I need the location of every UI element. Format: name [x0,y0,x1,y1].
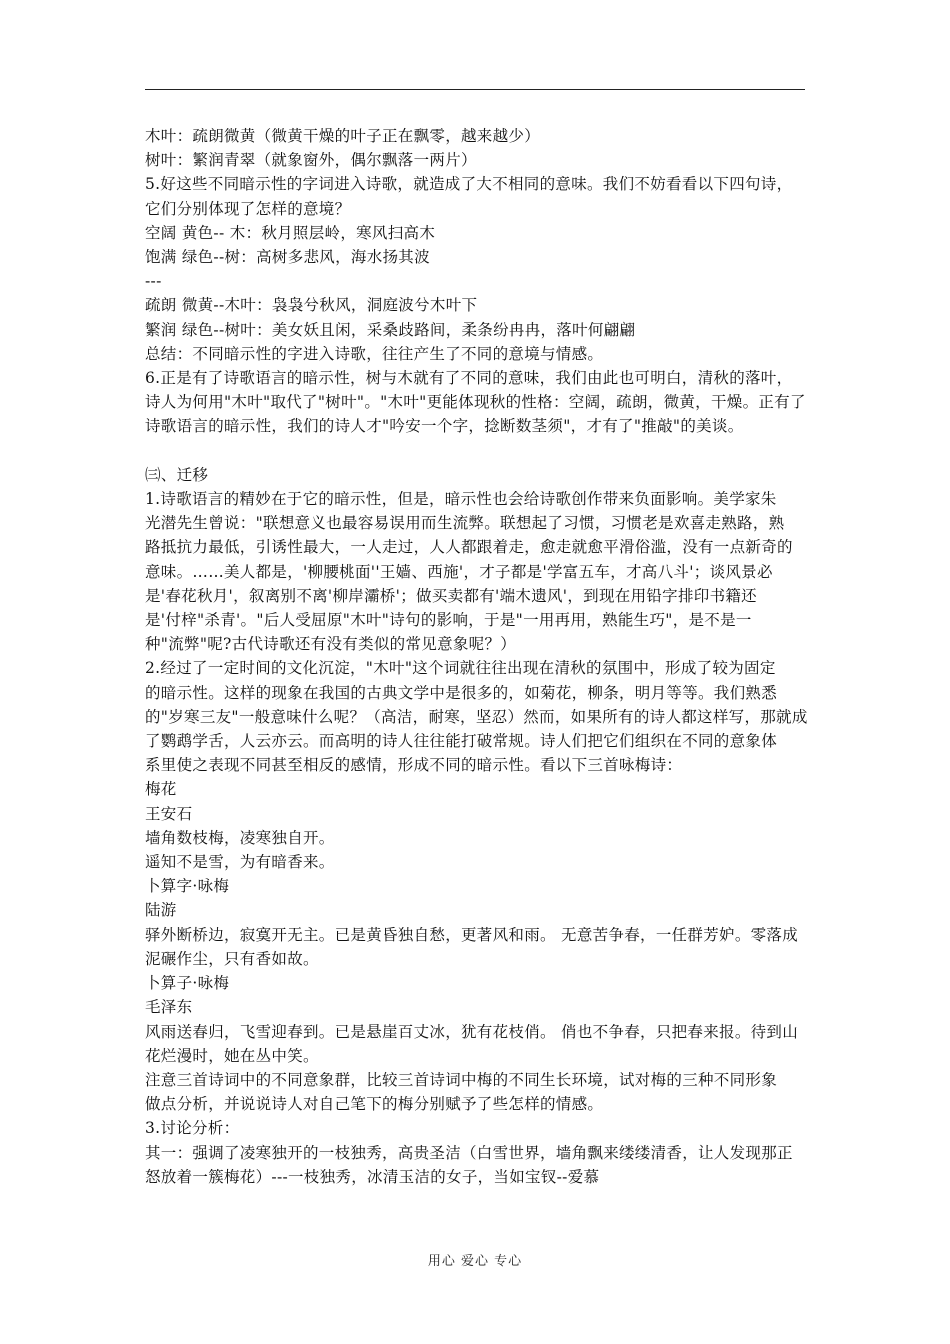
page-footer: 用心 爱心 专心 [427,1254,523,1269]
text-line: 饱满 绿色--树：高树多悲风，海水扬其波 [145,248,430,267]
text-line: 路抵抗力最低，引诱性最大，一人走过，人人都跟着走，愈走就愈平滑俗滥，没有一点新奇的 [145,538,793,557]
text-line: 3.讨论分析： [145,1119,240,1138]
text-line [145,439,813,463]
text-line: 木叶：疏朗微黄（微黄干燥的叶子正在飘零，越来越少） [145,127,541,145]
text-line: 了鹦鹉学舌，人云亦云。而高明的诗人往往能打破常规。诗人们把它们组织在不同的意象体 [145,732,778,751]
text-line: 泥碾作尘，只有香如故。 [145,949,319,968]
text-line: 遥知不是雪，为有暗香来。 [145,853,335,872]
text-line: 卜算字·咏梅 [145,877,230,896]
text-line: 诗歌语言的暗示性，我们的诗人才"吟安一个字，捻断数茎须"，才有了"推敲"的美谈。 [145,417,744,436]
text-line: 风雨送春归，飞雪迎春到。已是悬崖百丈冰，犹有花枝俏。 俏也不争春，只把春来报。待到山 [145,1022,799,1041]
text-line: 繁润 绿色--树叶：美女妖且闲，采桑歧路间，柔条纷冉冉，落叶何翩翩 [145,320,636,339]
text-line: 陆游 [145,901,177,920]
text-line: 是'付梓"杀青'。"后人受屈原"木叶"诗句的影响，于是"一用再用，熟能生巧"，是不是一 [145,611,752,630]
text-line: 花烂漫时，她在丛中笑。 [145,1046,319,1065]
text-line: 其一：强调了凌寒独开的一枝独秀，高贵圣洁（白雪世界，墙角飘来缕缕清香，让人发现那正 [145,1143,793,1162]
text-line: 疏朗 微黄--木叶：袅袅兮秋风，洞庭波兮木叶下 [145,296,478,315]
header-rule [145,89,805,90]
text-line: 做点分析，并说说诗人对自己笔下的梅分别赋予了些怎样的情感。 [145,1095,604,1114]
document-body [145,124,813,1189]
text-line: 怒放着一簇梅花）---一枝独秀，冰清玉洁的女子，当如宝钗--爱慕 [145,1167,600,1186]
text-line: 毛泽东 [145,998,193,1017]
text-line: 树叶：繁润青翠（就象窗外，偶尔飘落一两片） [145,151,477,170]
text-line: 墙角数枝梅，凌寒独自开。 [145,828,335,847]
text-line: --- [145,272,162,291]
text-line: 系里使之表现不同甚至相反的感情，形成不同的暗示性。看以下三首咏梅诗： [145,756,683,775]
text-line: 王安石 [145,804,193,823]
text-line: 是'春花秋月'，叙离别不离'柳岸灞桥'；做买卖都有'端木遗风'，到现在用铅字排印书籍还 [145,586,757,605]
text-line: 驿外断桥边，寂寞开无主。已是黄昏独自愁，更著风和雨。 无意苦争春，一任群芳妒。零落成 [145,925,799,944]
text-line: 诗人为何用"木叶"取代了"树叶"。"木叶"更能体现秋的性格：空阔，疏朗，微黄，干燥。正有了 [145,393,806,412]
text-line: 注意三首诗词中的不同意象群，比较三首诗词中梅的不同生长环境，试对梅的三种不同形象 [145,1070,778,1089]
text-line: 5.好这些不同暗示性的字词进入诗歌，就造成了大不相同的意味。我们不妨看看以下四句诗， [145,175,793,194]
text-line: 总结：不同暗示性的字进入诗歌，往往产生了不同的意境与情感。 [145,344,604,363]
text-line: 意味。……美人都是，'柳腰桃面''王嫱、西施'，才子都是'学富五车，才高八斗'；谈风景必 [145,562,773,581]
text-line: 2.经过了一定时间的文化沉淀，"木叶"这个词就往往出现在清秋的氛围中，形成了较为固定 [145,659,776,678]
text-line: 的"岁寒三友"一般意味什么呢？（高洁，耐寒，坚忍）然而，如果所有的诗人都这样写，那就成 [145,707,808,726]
text-line: 它们分别体现了怎样的意境？ [145,199,351,218]
text-line: 的暗示性。这样的现象在我国的古典文学中是很多的，如菊花，柳条，明月等等。我们熟悉 [145,683,778,702]
text-line: ㈢、迁移 [145,465,209,484]
text-line: 空阔 黄色-- 木：秋月照层岭，寒风扫高木 [145,223,436,242]
text-line: 种"流弊"呢?古代诗歌还有没有类似的常见意象呢？） [145,635,517,654]
text-line: 卜算子·咏梅 [145,974,230,993]
text-line: 1.诗歌语言的精妙在于它的暗示性，但是，暗示性也会给诗歌创作带来负面影响。美学家朱 [145,490,777,509]
text-line: 梅花 [145,780,177,799]
text-line: 6.正是有了诗歌语言的暗示性，树与木就有了不同的意味，我们由此也可明白，清秋的落叶， [145,369,793,388]
text-line: 光潜先生曾说："联想意义也最容易误用而生流弊。联想起了习惯，习惯老是欢喜走熟路，熟 [145,514,785,533]
